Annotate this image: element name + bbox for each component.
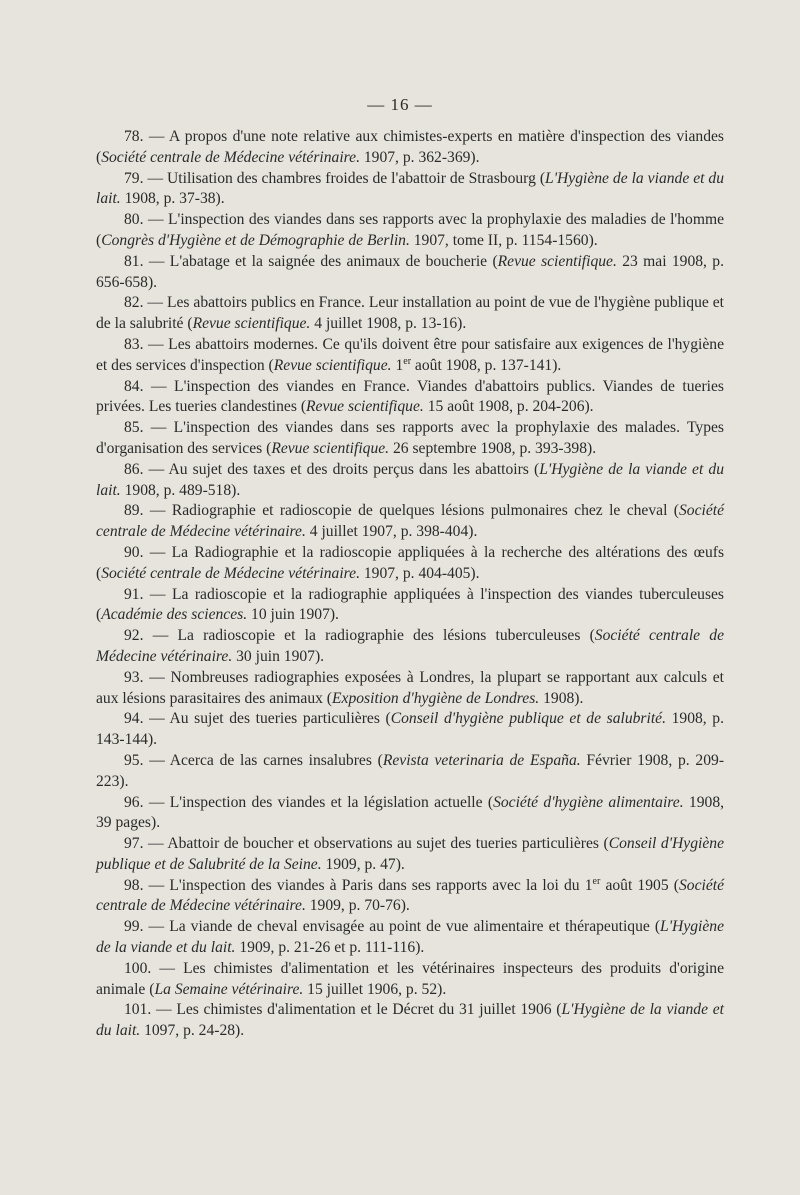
entry-number: 93. bbox=[124, 668, 144, 686]
entry-title: L'inspection des viandes dans ses rapports avec la prophylaxie des malades. Types d'organisation des services ( bbox=[96, 419, 724, 457]
bibliography-entry: 90. — La Radiographie et la radioscopie appliquées à la recherche des altérations des œufs (Société centrale de Médecine vétérinaire. 1907, p. 404-405). bbox=[96, 543, 725, 582]
entry-source: L'Hygiène de la viande et du lait. bbox=[96, 460, 725, 499]
entry-title: L'abatage et la saignée des animaux de boucherie ( bbox=[169, 252, 498, 270]
entry-source: Revue scientifique. bbox=[273, 356, 392, 374]
entry-details: 15 juillet 1906, p. 52). bbox=[303, 980, 447, 998]
entry-title: L'inspection des viandes dans ses rapports avec la prophylaxie des maladies de l'homme ( bbox=[96, 211, 725, 249]
entry-details: 4 juillet 1908, p. 13-16). bbox=[310, 315, 467, 333]
entry-details: 1908). bbox=[539, 689, 584, 707]
entry-details: 1097, p. 24-28). bbox=[140, 1022, 245, 1040]
entry-source: Exposition d'hygiène de Londres. bbox=[332, 689, 540, 707]
entry-title: Radiographie et radioscopie de quelques lésions pulmonaires chez le cheval ( bbox=[171, 502, 679, 520]
entry-number: 85. bbox=[124, 419, 144, 437]
entry-source: L'Hygiène de la viande et du lait. bbox=[96, 169, 725, 208]
entry-title: Les abattoirs modernes. Ce qu'ils doivent être pour satisfaire aux exigences de l'hygiène et des services d'inspection ( bbox=[96, 335, 725, 374]
bibliography-entry: 85. — L'inspection des viandes dans ses rapports avec la prophylaxie des malades. Types d'organisation des services (Revue scientifique. 26 septembre 1908, p. 393-398). bbox=[96, 419, 724, 457]
bibliography-list bbox=[96, 127, 724, 1042]
bibliography-entry: 78. — A propos d'une note relative aux chimistes-experts en matière d'inspection des viandes (Société centrale de Médecine vétérinaire. 1907, p. 362-369). bbox=[96, 128, 724, 166]
entry-details: 30 juin 1907). bbox=[232, 647, 325, 665]
entry-title: L'inspection des viandes en France. Viandes d'abattoirs publics. Viandes de tueries privées. Les tueries clandestines ( bbox=[96, 377, 724, 416]
bibliography-entry: 89. — Radiographie et radioscopie de quelques lésions pulmonaires chez le cheval (Société centrale de Médecine vétérinaire. 4 juillet 1907, p. 398-404). bbox=[96, 502, 724, 541]
entry-title: Nombreuses radiographies exposées à Londres, la plupart se rapportant aux calculs et aux lésions parasitaires des animaux ( bbox=[96, 668, 724, 707]
entry-number: 98. bbox=[124, 876, 144, 894]
entry-source: Conseil d'Hygiène publique et de Salubrité de la Seine. bbox=[96, 835, 724, 873]
bibliography-entry: 100. — Les chimistes d'alimentation et les vétérinaires inspecteurs des produits d'origine animale (La Semaine vétérinaire. 15 juillet 1906, p. 52). bbox=[96, 959, 724, 998]
entry-source: La Semaine vétérinaire. bbox=[154, 980, 304, 998]
entry-source: Société centrale de Médecine vétérinaire. bbox=[101, 148, 360, 166]
entry-details: 1907, tome II, p. 1154-1560). bbox=[409, 231, 598, 249]
entry-title: Les chimistes d'alimentation et les vétérinaires inspecteurs des produits d'origine animale ( bbox=[96, 959, 724, 998]
entry-number: 81. bbox=[124, 252, 144, 270]
entry-source: Revue scientifique. bbox=[497, 252, 617, 270]
bibliography-entry: 101. — Les chimistes d'alimentation et le Décret du 31 juillet 1906 (L'Hygiène de la viande et du lait. 1097, p. 24-28). bbox=[96, 1001, 724, 1040]
entry-title: Les abattoirs publics en France. Leur installation au point de vue de l'hygiène publique et de la salubrité ( bbox=[96, 294, 724, 333]
entry-source: Conseil d'hygiène publique et de salubrité. bbox=[390, 710, 666, 728]
entry-number: 83. bbox=[124, 335, 144, 353]
entry-title: Au sujet des tueries particulières ( bbox=[169, 710, 391, 728]
entry-number: 89. bbox=[124, 502, 144, 520]
entry-title: L'inspection des viandes et la législation actuelle ( bbox=[169, 793, 494, 811]
bibliography-entry: 94. — Au sujet des tueries particulières (Conseil d'hygiène publique et de salubrité. 1908, p. 143-144). bbox=[96, 710, 725, 749]
entry-number: 80. bbox=[124, 211, 144, 229]
entry-title: L'inspection des viandes à Paris dans ses rapports avec la loi du 1er août 1905 ( bbox=[169, 875, 679, 894]
entry-source: Société centrale de Médecine vétérinaire. bbox=[96, 627, 725, 665]
entry-title: Utilisation des chambres froides de l'abattoir de Strasbourg ( bbox=[167, 169, 546, 187]
entry-number: 78. bbox=[124, 128, 144, 145]
bibliography-entry: 93. — Nombreuses radiographies exposées à Londres, la plupart se rapportant aux calculs et aux lésions parasitaires des animaux (Exposition d'hygiène de Londres. 1908). bbox=[96, 668, 724, 707]
entry-details: Février 1908, p. 209-223). bbox=[96, 751, 725, 790]
entry-details: 1908, 39 pages). bbox=[96, 793, 725, 832]
entry-details: 1909, p. 70-76). bbox=[305, 897, 410, 915]
entry-number: 94. bbox=[124, 710, 144, 728]
entry-source: Congrès d'Hygiène et de Démographie de Berlin. bbox=[101, 231, 410, 249]
bibliography-entry: 81. — L'abatage et la saignée des animaux de boucherie (Revue scientifique. 23 mai 1908, p. 656-658). bbox=[96, 252, 724, 291]
entry-number: 86. bbox=[124, 460, 144, 478]
entry-source: Académie des sciences. bbox=[101, 606, 248, 624]
entry-title: Au sujet des taxes et des droits perçus dans les abattoirs ( bbox=[168, 460, 540, 478]
entry-source: Revue scientifique. bbox=[192, 315, 311, 333]
entry-number: 100. bbox=[124, 959, 152, 977]
entry-title: La viande de cheval envisagée au point de vue alimentaire et thérapeutique ( bbox=[169, 918, 661, 936]
bibliography-entry: 84. — L'inspection des viandes en France. Viandes d'abattoirs publics. Viandes de tueries privées. Les tueries clandestines (Revue scientifique. 15 août 1908, p. 204-206). bbox=[96, 377, 724, 416]
entry-details: 1908, p. 37-38). bbox=[120, 190, 225, 208]
entry-source: Revista veterinaria de España. bbox=[382, 751, 581, 769]
entry-details: 23 mai 1908, p. 656-658). bbox=[96, 252, 724, 291]
entry-source: Société centrale de Médecine vétérinaire. bbox=[96, 502, 724, 541]
entry-number: 79. bbox=[124, 169, 144, 187]
entry-details: 1907, p. 362-369). bbox=[359, 148, 480, 166]
bibliography-entry: 99. — La viande de cheval envisagée au point de vue alimentaire et thérapeutique (L'Hygiène de la viande et du lait. 1909, p. 21-26 et p. 111-116). bbox=[96, 918, 725, 957]
bibliography-entry: 91. — La radioscopie et la radiographie appliquées à l'inspection des viandes tuberculeuses (Académie des sciences. 10 juin 1907). bbox=[96, 585, 724, 624]
bibliography-entry: 92. — La radioscopie et la radiographie des lésions tuberculeuses (Société centrale de Médecine vétérinaire. 30 juin 1907). bbox=[96, 627, 725, 665]
entry-number: 99. bbox=[124, 918, 144, 936]
entry-details: 15 août 1908, p. 204-206). bbox=[423, 398, 594, 416]
entry-details: 1909, p. 21-26 et p. 111-116). bbox=[235, 939, 425, 957]
entry-source: Revue scientifique. bbox=[271, 439, 390, 457]
bibliography-entry: 82. — Les abattoirs publics en France. Leur installation au point de vue de l'hygiène publique et de la salubrité (Revue scientifique. 4 juillet 1908, p. 13-16). bbox=[96, 294, 724, 333]
entry-details: 10 juin 1907). bbox=[247, 606, 339, 624]
entry-number: 92. bbox=[124, 627, 144, 645]
entry-title: La Radiographie et la radioscopie appliquées à la recherche des altérations des œufs ( bbox=[96, 543, 725, 582]
page-number: — 16 — bbox=[367, 95, 433, 114]
entry-number: 101. bbox=[124, 1001, 152, 1019]
entry-title: A propos d'une note relative aux chimistes-experts en matière d'inspection des viandes ( bbox=[96, 128, 724, 166]
entry-number: 90. bbox=[124, 543, 144, 561]
entry-title: Acerca de las carnes insalubres ( bbox=[169, 751, 383, 769]
bibliography-entry: 98. — L'inspection des viandes à Paris dans ses rapports avec la loi du 1er août 1905 (Société centrale de Médecine vétérinaire. 1909, p. 70-76). bbox=[96, 875, 724, 915]
entry-title: La radioscopie et la radiographie des lésions tuberculeuses ( bbox=[177, 627, 595, 645]
entry-title: Les chimistes d'alimentation et le Décret du 31 juillet 1906 ( bbox=[176, 1001, 562, 1019]
bibliography-entry: 96. — L'inspection des viandes et la législation actuelle (Société d'hygiène alimentaire. 1908, 39 pages). bbox=[96, 793, 725, 832]
entry-number: 84. bbox=[124, 377, 144, 395]
entry-details: 1909, p. 47). bbox=[321, 855, 405, 873]
entry-details: 1907, p. 404-405). bbox=[359, 564, 480, 582]
bibliography-entry: 83. — Les abattoirs modernes. Ce qu'ils doivent être pour satisfaire aux exigences de l'hygiène et des services d'inspection (Revue scientifique. 1er août 1908, p. 137-141). bbox=[96, 335, 725, 374]
entry-source: L'Hygiène de la viande et du lait. bbox=[96, 918, 725, 957]
entry-title: La radioscopie et la radiographie appliquées à l'inspection des viandes tuberculeuses ( bbox=[96, 585, 724, 624]
entry-number: 95. bbox=[124, 751, 144, 769]
entry-number: 96. bbox=[124, 793, 144, 811]
entry-number: 91. bbox=[124, 585, 144, 603]
entry-details: 1er août 1908, p. 137-141). bbox=[391, 355, 562, 374]
entry-source: Revue scientifique. bbox=[306, 398, 424, 416]
entry-source: Société d'hygiène alimentaire. bbox=[493, 793, 684, 811]
entry-source: Société centrale de Médecine vétérinaire. bbox=[96, 876, 724, 915]
entry-details: 1908, p. 143-144). bbox=[96, 710, 725, 749]
entry-source: Société centrale de Médecine vétérinaire. bbox=[101, 564, 360, 582]
entry-number: 97. bbox=[124, 835, 144, 853]
entry-title: Abattoir de boucher et observations au sujet des tueries particulières ( bbox=[167, 835, 609, 853]
bibliography-entry: 79. — Utilisation des chambres froides de l'abattoir de Strasbourg (L'Hygiène de la viande et du lait. 1908, p. 37-38). bbox=[96, 169, 725, 208]
bibliography-entry: 80. — L'inspection des viandes dans ses rapports avec la prophylaxie des maladies de l'homme (Congrès d'Hygiène et de Démographie de Berlin. 1907, tome II, p. 1154-1560). bbox=[96, 211, 725, 249]
bibliography-entry: 86. — Au sujet des taxes et des droits perçus dans les abattoirs (L'Hygiène de la viande et du lait. 1908, p. 489-518). bbox=[96, 460, 725, 499]
bibliography-entry: 97. — Abattoir de boucher et observations au sujet des tueries particulières (Conseil d'Hygiène publique et de Salubrité de la Seine. 1909, p. 47). bbox=[96, 835, 724, 873]
entry-source: L'Hygiène de la viande et du lait. bbox=[96, 1001, 724, 1040]
entry-details: 26 septembre 1908, p. 393-398). bbox=[389, 439, 597, 457]
entry-number: 82. bbox=[124, 294, 144, 312]
bibliography-entry: 95. — Acerca de las carnes insalubres (Revista veterinaria de España. Février 1908, p. 209-223). bbox=[96, 751, 725, 790]
entry-details: 4 juillet 1907, p. 398-404). bbox=[305, 523, 478, 541]
entry-details: 1908, p. 489-518). bbox=[120, 481, 241, 499]
